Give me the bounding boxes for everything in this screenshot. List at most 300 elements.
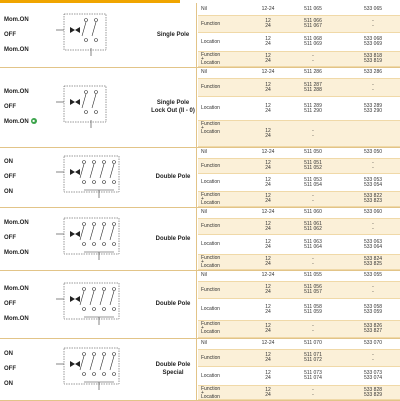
part-number-grid (198, 207, 400, 270)
terminal-dot (103, 373, 106, 376)
switch-type-title: Double Pole (155, 235, 191, 242)
part-number-cell (302, 37, 324, 47)
table-row (198, 3, 400, 16)
terminal-dot (113, 308, 116, 311)
lamp-symbol (70, 361, 80, 367)
voltage-cell-value: 12-24 (261, 209, 275, 215)
voltage-cell (261, 129, 275, 139)
part-number-cell (302, 178, 324, 188)
diagram-line (80, 291, 84, 305)
part-number-cell-value: 511 071 (304, 352, 322, 358)
part-number-cell (362, 3, 384, 15)
voltage-cell-value: 12 (265, 193, 271, 199)
terminal-dot (113, 181, 116, 184)
part-number-cell-value: 511 062 (304, 225, 322, 232)
row-label: Nil (201, 209, 207, 215)
part-number-cell-value: - (312, 193, 314, 199)
part-number-cell-value: 533 818 (363, 53, 383, 59)
switch-type-title: Double Pole (155, 301, 191, 307)
voltage-cell (261, 338, 275, 349)
switch-block (0, 338, 400, 401)
row-label: Function + Location (201, 321, 221, 335)
voltage-cell-value: 12 (265, 386, 271, 393)
part-number-cell (362, 305, 384, 315)
voltage-cell-value: 12 (265, 18, 271, 24)
part-number-cell (302, 194, 324, 204)
part-number-cell-value: - (372, 357, 374, 363)
terminal-dot (95, 91, 98, 94)
voltage-cell (261, 104, 275, 114)
voltage-cell-value: 12 (265, 256, 271, 262)
diagram-line (110, 164, 114, 178)
switch-type-title: Single Pole Lock Out (II - 0) (151, 100, 195, 114)
row-label: Function + Location (201, 386, 221, 400)
switch-block (0, 147, 400, 208)
table-row (198, 350, 400, 367)
wiring-diagram (54, 279, 134, 329)
terminal-dot (103, 222, 106, 225)
diagram-line (100, 356, 104, 370)
table-row (198, 386, 400, 400)
voltage-cell-value: 24 (265, 86, 271, 93)
mode-labels (4, 155, 16, 200)
diagram-line (90, 291, 94, 305)
part-number-cell (362, 353, 384, 363)
voltage-cell-value: 24 (265, 261, 271, 267)
part-number-cell-value: 511 058 (304, 303, 322, 310)
row-label: Function (201, 21, 221, 27)
terminal-dot (85, 111, 88, 114)
part-number-grid (198, 270, 400, 338)
row-label: Nil (201, 340, 207, 346)
diagram-line (90, 356, 94, 370)
part-number-cell-value: 511 073 (304, 370, 322, 376)
part-number-cell-value: 533 060 (363, 209, 383, 215)
voltage-cell-value: 24 (265, 181, 271, 188)
voltage-cell-value: 24 (265, 198, 271, 204)
wiring-diagram (54, 152, 134, 202)
table-row (198, 255, 400, 270)
part-number-cell (362, 83, 384, 93)
part-number-cell-value: 533 827 (363, 328, 383, 334)
voltage-cell (261, 147, 275, 158)
voltage-cell-value: 24 (265, 289, 271, 295)
terminal-dot (85, 39, 88, 42)
part-number-cell (302, 222, 324, 232)
voltage-cell (261, 305, 275, 315)
table-row (198, 174, 400, 192)
table-row (198, 33, 400, 52)
mode-label: OFF (4, 235, 16, 241)
part-number-cell-value: 533 055 (363, 272, 383, 278)
row-label: Function (201, 84, 221, 90)
column-divider (196, 338, 197, 400)
part-number-cell-value: - (312, 198, 314, 204)
part-number-cell-value: 511 059 (304, 308, 322, 315)
terminal-dot (95, 39, 98, 42)
voltage-cell-value: 24 (265, 357, 271, 363)
part-number-cell (362, 67, 384, 78)
terminal-dot (93, 288, 96, 291)
row-label: Location (201, 105, 220, 111)
part-number-cell-value: 533 826 (363, 323, 383, 329)
part-number-cell-value: 511 074 (304, 375, 322, 381)
part-number-cell-value: 533 825 (363, 261, 383, 267)
part-number-cell-value: 511 070 (304, 340, 322, 346)
voltage-cell-value: 24 (265, 41, 271, 47)
terminal-dot (93, 308, 96, 311)
part-number-cell (302, 305, 324, 315)
table-row (198, 16, 400, 33)
part-number-cell (362, 19, 384, 29)
voltage-cell-value: 12 (265, 284, 271, 290)
voltage-cell (261, 270, 275, 281)
row-label: Location (201, 373, 220, 379)
voltage-cell (261, 285, 275, 295)
lock-icon: ■ (32, 117, 35, 123)
part-number-cell (362, 37, 384, 47)
part-number-cell (362, 147, 384, 158)
diagram-line (80, 356, 84, 370)
row-label: Nil (201, 149, 207, 155)
part-number-cell-value: 533 822 (363, 193, 383, 199)
voltage-cell (261, 222, 275, 232)
voltage-cell-value: 24 (265, 58, 271, 64)
part-number-cell (362, 270, 384, 281)
part-number-cell-value: - (312, 53, 314, 59)
part-number-cell-value: - (372, 23, 374, 29)
table-row (198, 282, 400, 299)
switch-type-title: Double Pole (155, 174, 191, 180)
part-number-cell-value: 511 286 (304, 69, 322, 75)
table-row (198, 219, 400, 235)
diagram-line (92, 94, 96, 108)
switch-box (64, 218, 119, 254)
terminal-dot (113, 222, 116, 225)
voltage-cell-value: 24 (265, 107, 271, 114)
part-number-cell-value: - (372, 284, 374, 290)
voltage-cell-value: 12 (265, 127, 271, 134)
part-number-cell-value: - (372, 220, 374, 227)
voltage-cell-value: 12 (265, 102, 271, 109)
diagram-line (90, 164, 94, 178)
terminal-dot (93, 242, 96, 245)
voltage-cell (261, 257, 275, 267)
table-row (198, 97, 400, 121)
part-number-cell (302, 207, 324, 218)
part-number-cell-value: 533 289 (363, 102, 383, 109)
voltage-cell-value: 12-24 (261, 149, 275, 155)
mode-label: Mom.ON (4, 88, 29, 95)
part-number-cell (302, 338, 324, 349)
table-row (198, 367, 400, 386)
lamp-symbol (70, 231, 80, 237)
lamp-symbol (70, 27, 80, 33)
mode-labels (4, 13, 29, 58)
part-number-cell (302, 353, 324, 363)
terminal-dot (103, 242, 106, 245)
part-number-cell (302, 371, 324, 381)
voltage-cell-value: 12 (265, 370, 271, 376)
part-number-cell (302, 67, 324, 78)
switch-block (0, 3, 400, 68)
part-number-cell-value: 533 828 (363, 386, 383, 393)
table-row (198, 235, 400, 255)
row-label: Function + Location (201, 192, 221, 206)
part-number-cell-value: 533 063 (363, 238, 383, 245)
part-number-cell-value: - (312, 261, 314, 267)
column-divider (196, 207, 197, 270)
diagram-line (110, 356, 114, 370)
row-label: Function (201, 163, 221, 169)
terminal-dot (83, 308, 86, 311)
voltage-cell-value: 12 (265, 81, 271, 88)
voltage-cell-value: 12 (265, 238, 271, 245)
voltage-cell-value: 24 (265, 308, 271, 315)
part-number-cell-value: - (312, 328, 314, 334)
terminal-dot (83, 242, 86, 245)
terminal-dot (83, 288, 86, 291)
diagram-line (80, 164, 84, 178)
terminal-dot (103, 308, 106, 311)
diagram-line (82, 94, 86, 108)
voltage-cell (261, 54, 275, 64)
table-row (198, 207, 400, 219)
voltage-cell-value: 12 (265, 352, 271, 358)
voltage-cell (261, 388, 275, 398)
mode-label: Mom.ON (4, 285, 29, 292)
row-label: Location (201, 241, 220, 247)
mode-label: Mom.ON (4, 220, 29, 226)
voltage-cell (261, 324, 275, 334)
part-number-cell (302, 3, 324, 15)
part-number-grid (198, 67, 400, 147)
part-number-cell-value: - (372, 86, 374, 93)
part-number-cell-value: 533 824 (363, 256, 383, 262)
table-row (198, 321, 400, 338)
part-number-cell-value: - (372, 18, 374, 24)
part-number-cell (302, 83, 324, 93)
voltage-cell (261, 207, 275, 218)
terminal-dot (113, 373, 116, 376)
terminal-dot (93, 353, 96, 356)
part-number-cell-value: 533 819 (363, 58, 383, 64)
terminal-dot (113, 242, 116, 245)
row-label: Nil (201, 272, 207, 278)
part-number-cell-value: - (312, 132, 314, 139)
voltage-cell-value: 12 (265, 220, 271, 227)
voltage-cell-value: 12 (265, 323, 271, 329)
row-label: Function (201, 223, 221, 229)
row-label: Location (201, 179, 220, 185)
part-number-cell-value: 511 055 (304, 272, 322, 278)
lamp-symbol (70, 99, 80, 105)
part-number-cell (362, 285, 384, 295)
lamp-symbol (70, 169, 80, 175)
part-number-cell-value: 511 072 (304, 357, 322, 363)
part-number-cell-value: 511 057 (304, 289, 322, 295)
part-number-grid (198, 3, 400, 67)
row-label: Nil (201, 69, 207, 75)
terminal-dot (113, 161, 116, 164)
voltage-cell-value: 24 (265, 328, 271, 334)
row-label: Function + Location (201, 121, 221, 135)
diagram-line (100, 291, 104, 305)
part-number-cell-value: - (312, 323, 314, 329)
wiring-diagram (54, 344, 134, 394)
voltage-cell-value: 24 (265, 243, 271, 250)
part-number-cell-value: 511 061 (304, 220, 322, 227)
row-label: Nil (201, 6, 207, 12)
part-number-cell-value: 511 288 (304, 86, 322, 93)
column-divider (196, 67, 197, 147)
voltage-cell-value: 12-24 (261, 69, 275, 75)
part-number-cell (302, 257, 324, 267)
part-number-cell-value: - (312, 127, 314, 134)
mode-label: Mom.ON (4, 250, 29, 256)
part-number-cell (302, 388, 324, 398)
voltage-cell-value: 24 (265, 225, 271, 232)
part-number-cell (302, 285, 324, 295)
voltage-cell (261, 194, 275, 204)
voltage-cell (261, 161, 275, 171)
part-number-cell-value: 533 070 (363, 340, 383, 346)
part-number-cell-value: 533 290 (363, 107, 383, 114)
mode-label: Mom.ON (4, 46, 29, 53)
wiring-diagram (54, 214, 134, 264)
part-number-cell-value: 533 829 (363, 391, 383, 398)
part-number-cell (362, 240, 384, 250)
part-number-cell (362, 178, 384, 188)
part-number-cell (362, 161, 384, 171)
terminal-dot (93, 373, 96, 376)
voltage-cell-value: 12-24 (261, 272, 275, 278)
voltage-cell (261, 371, 275, 381)
part-number-cell (362, 207, 384, 218)
part-number-cell-value: 511 053 (304, 176, 322, 183)
table-row (198, 270, 400, 282)
mode-label: Mom.ON (4, 16, 29, 23)
part-number-cell-value: 511 289 (304, 102, 322, 109)
voltage-cell (261, 19, 275, 29)
terminal-dot (113, 353, 116, 356)
part-number-cell-value: 511 064 (304, 243, 322, 250)
column-divider (196, 3, 197, 67)
part-number-cell-value: 511 069 (304, 41, 322, 47)
part-number-cell (302, 19, 324, 29)
part-number-cell-value: 533 286 (363, 69, 383, 75)
part-number-cell (302, 54, 324, 64)
voltage-cell-value: 24 (265, 375, 271, 381)
part-number-cell-value: 511 060 (304, 209, 322, 215)
part-number-cell (302, 270, 324, 281)
part-number-cell (302, 104, 324, 114)
mode-label: OFF (4, 173, 16, 180)
mode-labels (4, 282, 29, 327)
part-number-cell-value: 533 065 (363, 6, 383, 12)
voltage-cell (261, 353, 275, 363)
diagram-line (90, 226, 94, 240)
part-number-cell (362, 194, 384, 204)
diagram-line (100, 226, 104, 240)
terminal-dot (83, 222, 86, 225)
table-row (198, 79, 400, 97)
switch-block (0, 270, 400, 339)
mode-label: OFF (4, 300, 16, 307)
part-number-cell (362, 324, 384, 334)
row-label: Function + Location (201, 52, 221, 66)
voltage-cell-value: 12-24 (261, 340, 275, 346)
voltage-cell (261, 240, 275, 250)
table-row (198, 159, 400, 174)
voltage-cell-value: 12 (265, 36, 271, 42)
table-row (198, 147, 400, 159)
part-number-grid (198, 147, 400, 207)
terminal-dot (95, 19, 98, 22)
voltage-cell-value: 24 (265, 23, 271, 29)
part-number-cell-value: 511 056 (304, 284, 322, 290)
voltage-cell-value: 12-24 (261, 6, 275, 12)
part-number-cell-value: 533 823 (363, 198, 383, 204)
mode-label: OFF (4, 365, 16, 372)
mode-label: ON (4, 350, 13, 357)
switch-block (0, 207, 400, 271)
part-number-cell (362, 338, 384, 349)
row-label: Location (201, 306, 220, 312)
part-number-cell-value: 511 068 (304, 36, 322, 42)
wiring-diagram (54, 10, 134, 60)
row-label: Function (201, 355, 221, 361)
part-number-cell-value: - (372, 160, 374, 166)
part-number-cell-value: 511 067 (304, 23, 322, 29)
table-row (198, 299, 400, 321)
voltage-cell (261, 67, 275, 78)
diagram-line (82, 22, 86, 36)
switch-type-title: Single Pole (156, 32, 190, 38)
part-number-cell-value: - (372, 165, 374, 171)
part-number-cell-value: 533 059 (363, 308, 383, 315)
part-number-grid (198, 338, 400, 400)
switch-box (64, 283, 119, 319)
part-number-cell-value: 533 069 (363, 41, 383, 47)
part-number-cell (302, 129, 324, 139)
mode-label: OFF (4, 103, 16, 110)
terminal-dot (85, 91, 88, 94)
part-number-cell (362, 104, 384, 114)
terminal-dot (83, 373, 86, 376)
part-number-cell-value: - (372, 225, 374, 232)
part-number-cell-value: 533 064 (363, 243, 383, 250)
terminal-dot (95, 111, 98, 114)
part-number-cell (362, 371, 384, 381)
part-number-cell (362, 222, 384, 232)
voltage-cell (261, 178, 275, 188)
part-number-cell (362, 54, 384, 64)
diagram-line (100, 164, 104, 178)
mode-label: ON (4, 380, 13, 387)
part-number-cell (362, 388, 384, 398)
mode-label: Mom.ON ■ (4, 117, 35, 125)
diagram-line (92, 22, 96, 36)
row-label: Location (201, 39, 220, 45)
switch-box (64, 348, 119, 384)
voltage-cell-value: 24 (265, 391, 271, 398)
part-number-cell-value: 533 054 (363, 181, 383, 188)
mode-label: ON (4, 158, 13, 165)
part-number-cell-value: 511 063 (304, 238, 322, 245)
mode-labels (4, 85, 37, 130)
part-number-cell-value: - (312, 58, 314, 64)
